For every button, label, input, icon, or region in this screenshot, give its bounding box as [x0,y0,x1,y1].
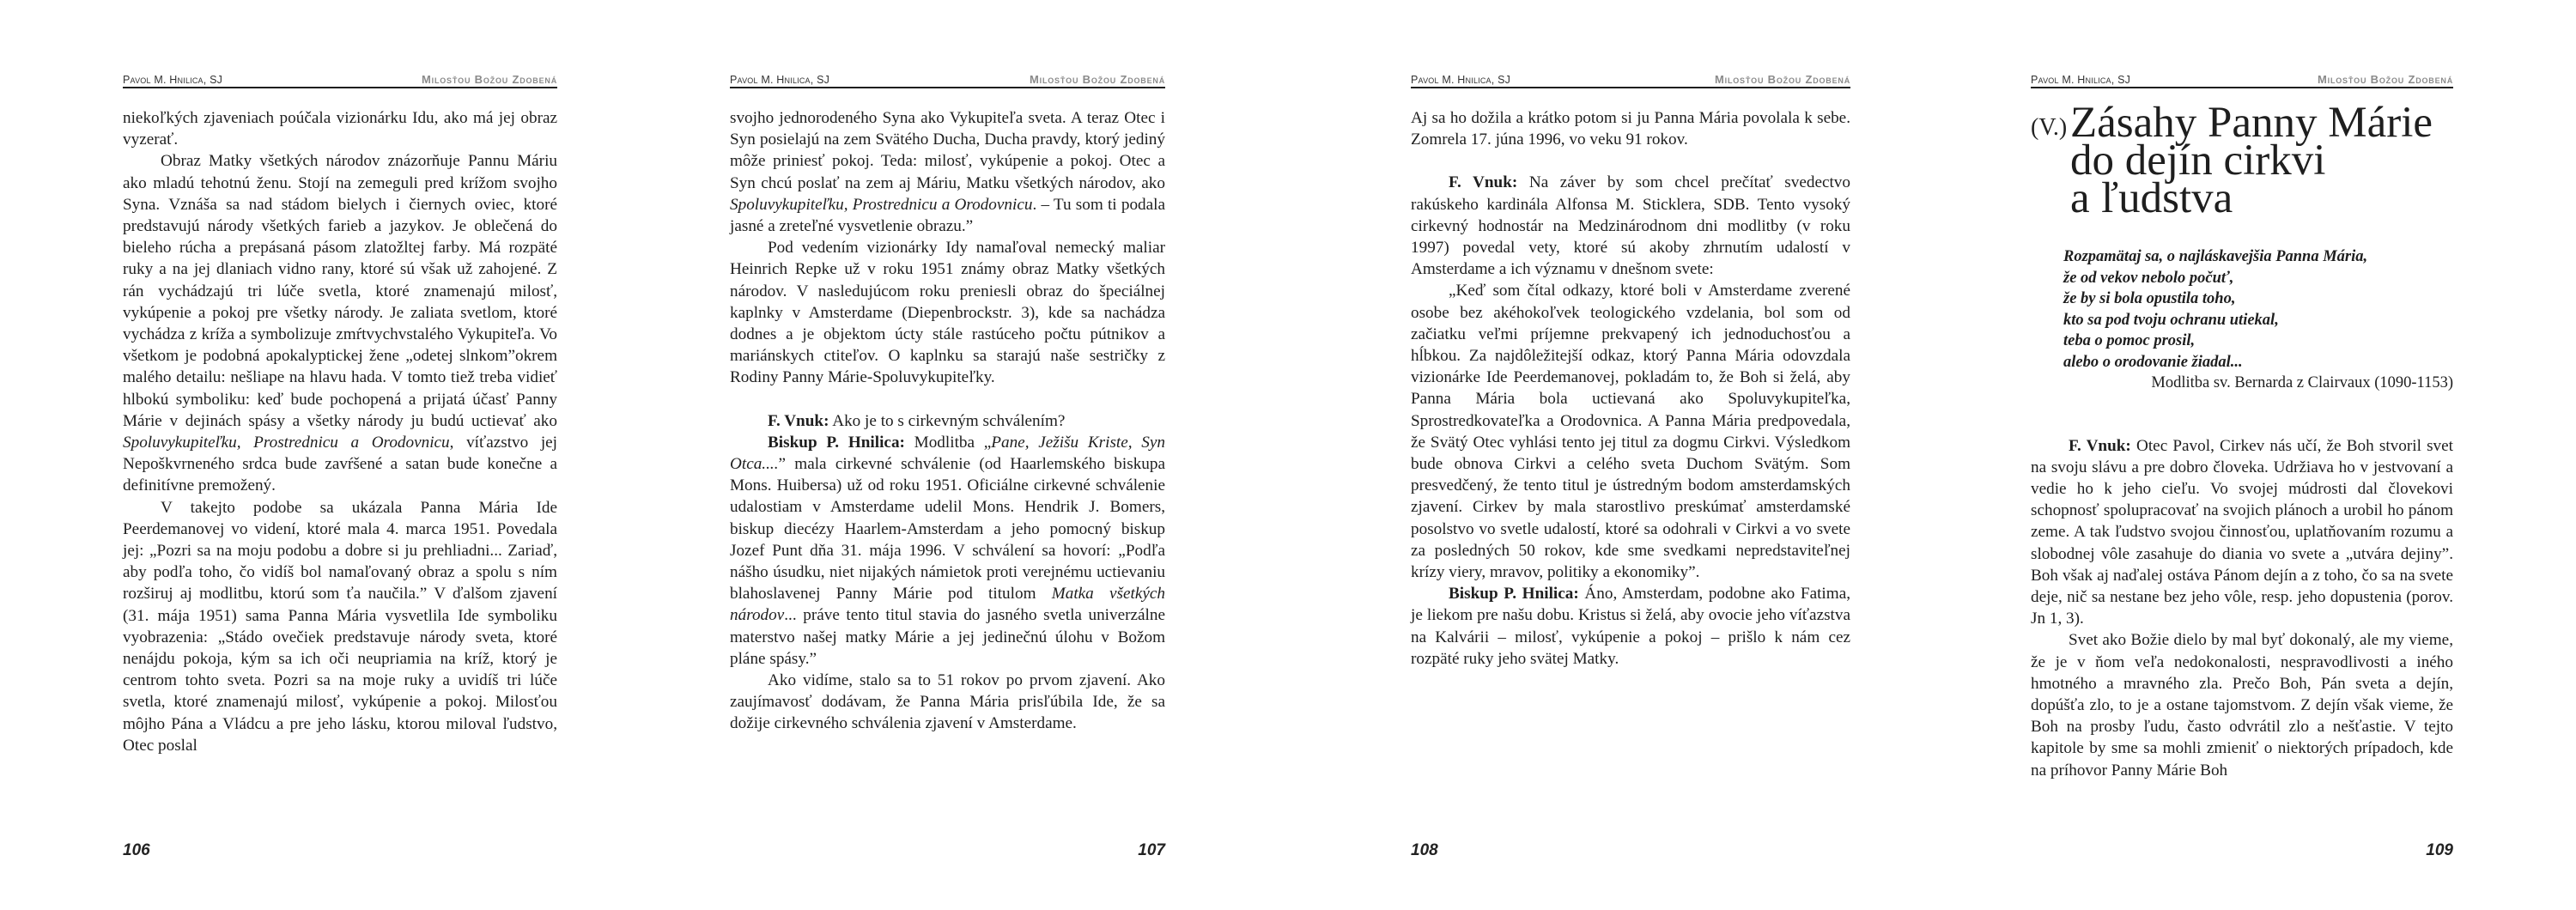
paragraph: V takejto podobe sa ukázala Panna Mária Ide Peerdemanovej vo videní, ktoré mala 4. marca 1951. Povedala jej: „Pozri sa na moju podobu a dobre si ju prehliadni... Zariaď, aby podľa toho, čo vidíš bol namaľovaný obraz a spolu s ním rozširuj aj modlitbu, ktorú som ťa naučila.” V ďalšom zjavení (31. mája 1951) sama Panna Mária vysvetlila Ide symboliku vyobrazenia: „Stádo ovečiek predstavuje národy sveta, ktoré nenájdu pokoja, kým sa ich oči neupriamia na kríž, ktorý je centrom tohto sveta. Pozri sa na moje ruky a uvidíš tri lúče svetla, ktoré znamenajú milosť, vykúpenie a pokoj. Milosťou môjho Pána a Vládcu a pre jeho lásku, ktorou miloval ľudstvo, Otec poslal [123,498,557,755]
paragraph: niekoľkých zjaveniach poúčala vizionárku Idu, ako má jej obraz vyzerať. [123,109,557,149]
chapter-title: Zásahy Panny Márie do dejín cirkvi a ľudstva [2070,99,2433,222]
speaker-label: F. Vnuk: [1449,173,1518,192]
dialogue-paragraph: F. Vnuk: Otec Pavol, Cirkev nás učí, že Boh stvoril svet na svoju slávu a pre dobro človeka. Udržiava ho v jestvovaní a vedie ho k jeho cieľu. Vo svojej múdrosti dal človekovi schopnosť spolupracovať na svojich plánoch a urobil ho pánom zeme. A tak ľudstvo svojou činnosťou, uplatňovaním rozumu a slobodnej vôle zasahuje do diania vo svete a „utvára dejiny”. Boh však aj naďalej ostáva Pánom dejín a z toho, čo sa na svete deje, nič sa nestane bez jeho vôle, resp. jeho dopustenia (porov. Jn 1, 3). [2031,436,2453,628]
page-body [1411,107,1850,670]
running-head [123,67,557,88]
page-body [123,107,557,756]
speaker-label: F. Vnuk: [2069,436,2131,455]
epigraph-source: Modlitba sv. Bernarda z Clairvaux (1090-1153) [2151,374,2453,391]
paragraph: svojho jednorodeného Syna ako Vykupiteľa sveta. A teraz Otec i Syn posielajú na zem Svätého Ducha, Ducha pravdy, ktorý jediný môže priniesť pokoj. Teda: milosť, vykúpenie a pokoj. Otec a Syn chcú poslať na zem aj Máriu, Matku všetkých národov, ako Spoluvykupiteľku, Prostrednicu a Orodovnicu. – Tu som ti podala jasné a zreteľné vysvetlenie obrazu.” [730,109,1165,236]
running-head-author: Pavol M. Hnilica, SJ [1411,74,1511,86]
chapter-number: (V.) [2031,114,2068,141]
quote-paragraph: „Keď som čítal odkazy, ktoré boli v Amsterdame zverené osobe bez akéhokoľvek teologického vzdelania, bol som od začiatku veľmi príjemne prekvapený ich jednoduchosťou a hĺbkou. Za najdôležitejší odkaz, ktorý Panna Mária odovzdala vizionárke Ide Peerdemanovej, pokladám to, že Boh si želá, aby Panna Mária bola uctievaná ako Spoluvykupiteľka, Sprostredkovateľka a Orodovnica. A Panna Mária predpovedala, že Svätý Otec vyhlási tento jej titul za dogmu Cirkvi. Výsledkom bude obnova Cirkvi a celého sveta Duchom Svätým. Som presvedčený, že tento titul je ústredným bodom amsterdamských zjavení. Cirkev by mala starostlivo preskúmať amsterdamské posolstvo vo svetle udalostí, ktoré sa odohrali v Cirkvi a vo svete za posledných 50 rokov, kde sme svedkami nepredstaviteľnej krízy viery, mravov, politiky a ekonomiky”. [1411,282,1850,582]
running-head-author: Pavol M. Hnilica, SJ [730,74,830,86]
paragraph: Ako vidíme, stalo sa to 51 rokov po prvom zjavení. Ako zaujímavosť dodávam, že Panna Mária prisľúbila Ide, že sa dožije cirkevného schválenia zjavení v Amsterdame. [730,671,1165,733]
running-head [2031,67,2453,88]
running-head [1411,67,1850,88]
speaker-label: Biskup P. Hnilica: [1449,585,1579,604]
spacer [1411,150,1850,172]
paragraph: Svet ako Božie dielo by mal byť dokonalý, ale my vieme, že je v ňom veľa nedokonalosti, nespravodlivosti a iného hmotného a mravného zla. Prečo Boh, Pán sveta a dejín, dopúšťa zlo, to je a ostane tajomstvom. Z dejín však vieme, že Boh na prosby ľudu, často odvrátil zlo a nešťastie. V tejto kapitole by sme sa mohli zmieniť o niektorých prípadoch, kde na príhovor Panny Márie Boh [2031,631,2453,780]
speaker-label: F. Vnuk: [768,411,829,430]
running-head-author: Pavol M. Hnilica, SJ [123,74,223,86]
page-body [2031,435,2453,781]
speaker-label: Biskup P. Hnilica: [768,433,905,452]
running-head-author: Pavol M. Hnilica, SJ [2031,74,2131,86]
epigraph-line: Rozpamätaj sa, o najláskavejšia Panna Mária, [2063,248,2368,265]
paragraph: Pod vedením vizionárky Idy namaľoval nemecký maliar Heinrich Repke už v roku 1951 známy obraz Matky všetkých národov. V nasledujúcom roku preniesli obraz do špeciálnej kaplnky v Amsterdame (Diepenbrockstr. 3), kde sa nachádza dodnes a je objektom úcty stále rastúceho počtu pútnikov a mariánskych ctiteľov. O kaplnku sa starajú naše sestričky z Rodiny Panny Márie-Spoluvykupiteľky. [730,239,1165,387]
page-body [730,107,1165,735]
page-106 [123,67,557,865]
running-head-book-title: Milosťou Božou Zdobená [422,73,557,86]
page-number: 109 [2426,841,2453,859]
chapter-heading [2031,99,2453,222]
epigraph-line: alebo o orodovanie žiadal... [2063,353,2243,371]
page-number: 107 [1138,841,1165,859]
page-number: 106 [123,841,150,859]
dialogue-paragraph: F. Vnuk: Ako je to s cirkevným schválením? [768,411,1066,430]
epigraph-line: že od vekov nebolo počuť, [2063,269,2234,287]
epigraph-line: kto sa pod tvoju ochranu utiekal, [2063,311,2279,329]
page-108 [1411,67,1850,865]
spacer [730,389,1165,410]
dialogue-paragraph: F. Vnuk: Na záver by som chcel prečítať svedectvo rakúskeho kardinála Alfonsa M. Sticklera, SDB. Tento vysoký cirkevný hodnostár na Medzinárodnom dni modlitby (v roku 1997) povedal vety, ktoré sú akoby zhrnutím udalostí v Amsterdame a ich významu v dnešnom svete: [1411,173,1850,279]
epigraph [2063,246,2453,394]
running-head-book-title: Milosťou Božou Zdobená [2318,73,2453,86]
running-head [730,67,1165,88]
epigraph-line: teba o pomoc prosil, [2063,332,2196,349]
paragraph: Obraz Matky všetkých národov znázorňuje Pannu Máriu ako mladú tehotnú ženu. Stojí na zemeguli pred krížom svojho Syna. Vznáša sa nad stádom bielych i čiernych oviec, ktoré predstavujú národy všetkých farieb a jazykov. Je oblečená do bieleho rúcha a prepásaná pásom zlatožltej farby. Má rozpäté ruky a na jej dlaniach vidno rany, ktoré sú však už zahojené. Z rán vychádzajú tri lúče svetla, ktoré znamenajú milosť, vykúpenie a pokoj pre všetky národy. Je zaliata svetlom, ktoré vychádza z kríža a symbolizuje zmŕtvychvstalého Vykupiteľa. Vo všetkom je podobná apokalyptickej žene „odetej slnkom”okrem malého detailu: nešliape na hlavu hada. V tomto tiež treba vidieť hlbokú symboliku: keď bude pochopená a prijatá účasť Panny Márie v dejinách spásy a všetky národy ju budú uctievať ako Spoluvykupiteľku, Prostrednicu a Orodovnicu, víťazstvo jej Nepoškvrneného srdca bude zavŕšené a satan bude konečne a definitívne premožený. [123,152,557,495]
page-109 [2031,67,2453,865]
page-number: 108 [1411,841,1438,859]
paragraph: Aj sa ho dožila a krátko potom si ju Panna Mária povolala k sebe. Zomrela 17. júna 1996, vo veku 91 rokov. [1411,109,1850,149]
dialogue-paragraph: Biskup P. Hnilica: Modlitba „Pane, Ježišu Kriste, Syn Otca....” mala cirkevné schválenie (od Haarlemského biskupa Mons. Huibersa) už od roku 1951. Oficiálne cirkevné schválenie udalostiam v Amsterdame udelil Mons. Hendrik J. Bomers, biskup diecézy Haarlem-Amsterdam a jeho pomocný biskup Jozef Punt dňa 31. mája 1996. V schválení sa hovorí: „Podľa nášho úsudku, niet nijakých námietok proti verejnému uctievaniu blahoslavenej Panny Márie pod titulom Matka všetkých národov... práve tento titul stavia do jasného svetla univerzálne materstvo našej matky Márie a jej jedinečnú úlohu v Božom pláne spásy.” [730,433,1165,668]
epigraph-line: že by si bola opustila toho, [2063,290,2236,307]
running-head-book-title: Milosťou Božou Zdobená [1715,73,1850,86]
running-head-book-title: Milosťou Božou Zdobená [1030,73,1165,86]
dialogue-paragraph: Biskup P. Hnilica: Áno, Amsterdam, podobne ako Fatima, je liekom pre našu dobu. Kristus si želá, aby ovocie jeho víťazstva na Kalvárii – milosť, vykúpenie a pokoj – prišlo k nám cez rozpäté ruky jeho svätej Matky. [1411,585,1851,668]
page-107 [730,67,1165,865]
